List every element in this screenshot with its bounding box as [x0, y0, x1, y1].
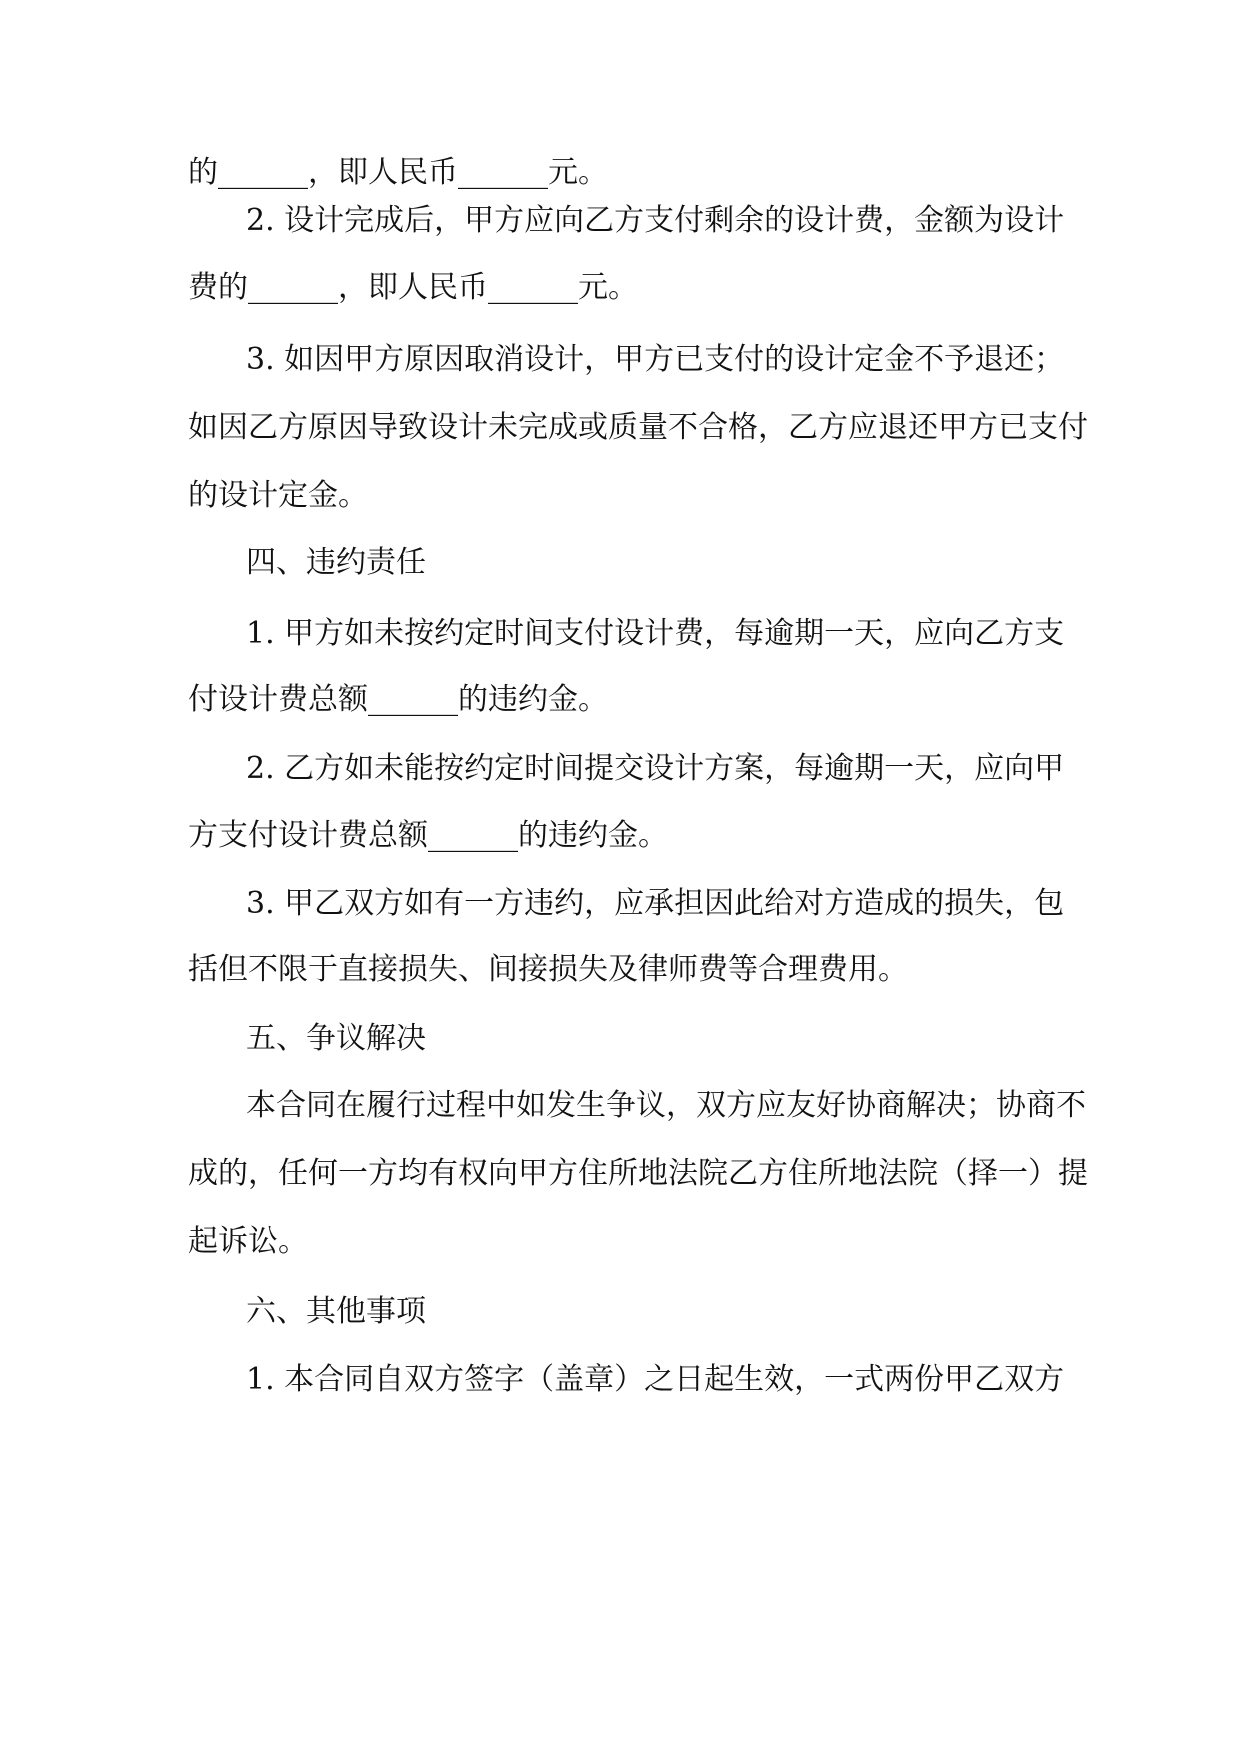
other-clause-1-line-1: 1. 本合同自双方签字（盖章）之日起生效，一式两份甲乙双方: [246, 1362, 1065, 1397]
payment-clause-2-line-2: 费的______，即人民币______元。: [188, 270, 638, 305]
breach-clause-1-line-2: 付设计费总额______的违约金。: [188, 682, 608, 717]
payment-clause-3-line-3: 的设计定金。: [188, 478, 368, 513]
breach-clause-3-line-2: 括但不限于直接损失、间接损失及律师费等合理费用。: [188, 952, 908, 987]
breach-clause-2-line-2: 方支付设计费总额______的违约金。: [188, 818, 668, 853]
payment-clause-3-line-1: 3. 如因甲方原因取消设计，甲方已支付的设计定金不予退还；: [246, 342, 1065, 377]
payment-clause-2-line-1: 2. 设计完成后，甲方应向乙方支付剩余的设计费，金额为设计: [246, 203, 1065, 238]
section-heading-breach: 四、违约责任: [246, 545, 426, 580]
section-heading-other: 六、其他事项: [246, 1294, 426, 1329]
dispute-paragraph-line-2: 成的，任何一方均有权向甲方住所地法院乙方住所地法院（择一）提: [188, 1156, 1088, 1191]
payment-clause-3-line-2: 如因乙方原因导致设计未完成或质量不合格，乙方应退还甲方已支付: [188, 410, 1088, 445]
breach-clause-3-line-1: 3. 甲乙双方如有一方违约，应承担因此给对方造成的损失，包: [246, 886, 1065, 921]
section-heading-dispute: 五、争议解决: [246, 1021, 426, 1056]
dispute-paragraph-line-1: 本合同在履行过程中如发生争议，双方应友好协商解决；协商不: [246, 1088, 1086, 1123]
breach-clause-2-line-1: 2. 乙方如未能按约定时间提交设计方案，每逾期一天，应向甲: [246, 751, 1065, 786]
breach-clause-1-line-1: 1. 甲方如未按约定时间支付设计费，每逾期一天，应向乙方支: [246, 616, 1065, 651]
payment-clause-1-line-2: 的______，即人民币______元。: [188, 155, 608, 190]
dispute-paragraph-line-3: 起诉讼。: [188, 1224, 308, 1259]
